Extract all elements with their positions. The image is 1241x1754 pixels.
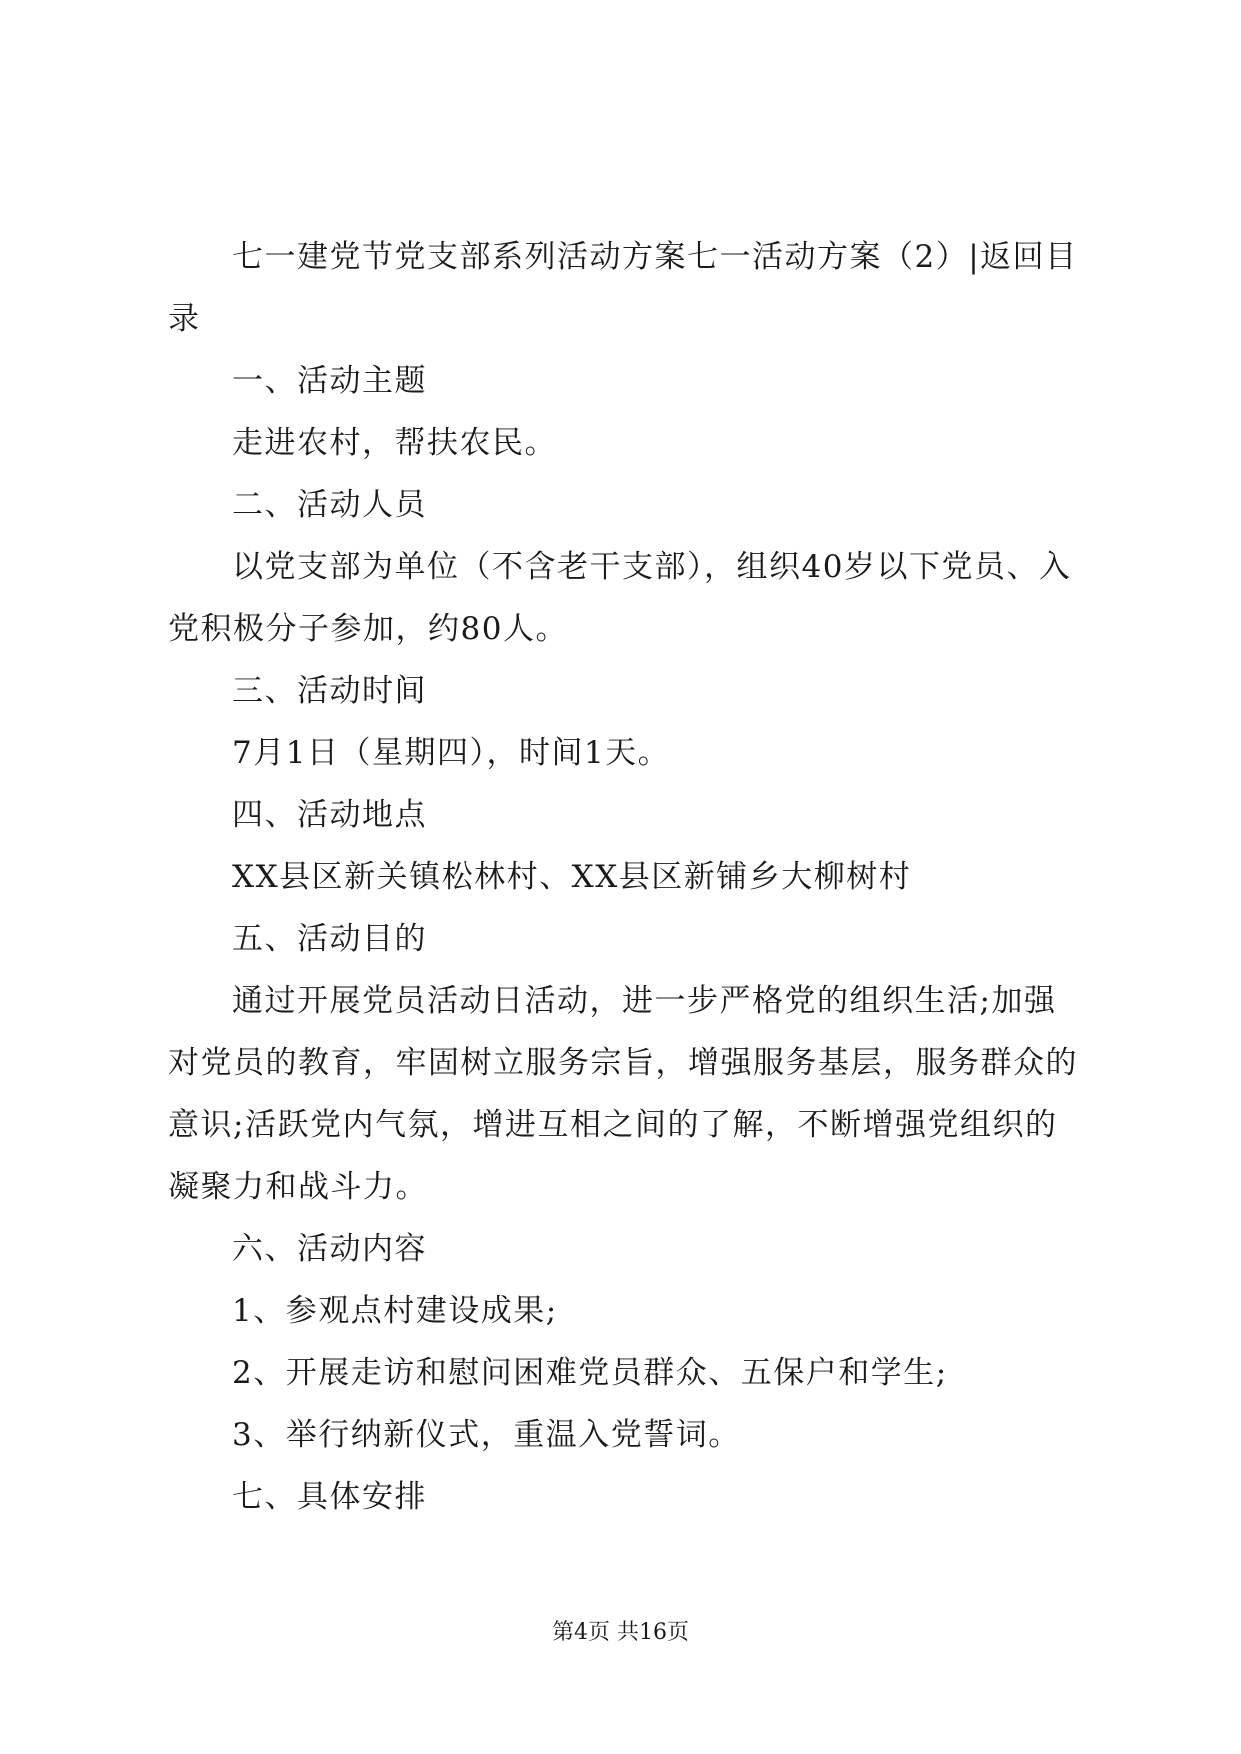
section-heading-time: 三、活动时间 (232, 673, 427, 709)
list-item-content-1: 1、参观点村建设成果; (232, 1293, 558, 1329)
list-item-content-2: 2、开展走访和慰问困难党员群众、五保户和学生; (232, 1355, 948, 1391)
page-number-footer: 第4页 共16页 (552, 1620, 689, 1645)
section-heading-arrangement: 七、具体安排 (232, 1479, 427, 1515)
paragraph-participants-line1: 以党支部为单位（不含老干支部），组织40岁以下党员、入 (232, 549, 1072, 585)
paragraph-purpose-line3: 意识;活跃党内气氛，增进互相之间的了解，不断增强党组织的 (168, 1107, 1058, 1143)
list-item-content-3: 3、举行纳新仪式，重温入党誓词。 (232, 1417, 741, 1453)
paragraph-participants-line2: 党积极分子参加，约80人。 (168, 611, 568, 647)
section-heading-content: 六、活动内容 (232, 1231, 427, 1267)
section-heading-location: 四、活动地点 (232, 797, 427, 833)
paragraph-purpose-line1: 通过开展党员活动日活动，进一步严格党的组织生活;加强 (232, 983, 1057, 1019)
document-title-continued: 录 (168, 301, 201, 337)
paragraph-purpose-line2: 对党员的教育，牢固树立服务宗旨，增强服务基层，服务群众的 (168, 1045, 1078, 1081)
document-title: 七一建党节党支部系列活动方案七一活动方案（2）|返回目 (232, 239, 1078, 275)
document-body (168, 226, 1088, 1528)
section-heading-participants: 二、活动人员 (232, 487, 427, 523)
paragraph-time: 7月1日（星期四），时间1天。 (232, 735, 671, 771)
section-heading-theme: 一、活动主题 (232, 363, 427, 399)
section-heading-purpose: 五、活动目的 (232, 921, 427, 957)
paragraph-location: XX县区新关镇松林村、XX县区新铺乡大柳树村 (232, 859, 912, 895)
paragraph-theme: 走进农村，帮扶农民。 (232, 425, 557, 461)
paragraph-purpose-line4: 凝聚力和战斗力。 (168, 1169, 428, 1205)
